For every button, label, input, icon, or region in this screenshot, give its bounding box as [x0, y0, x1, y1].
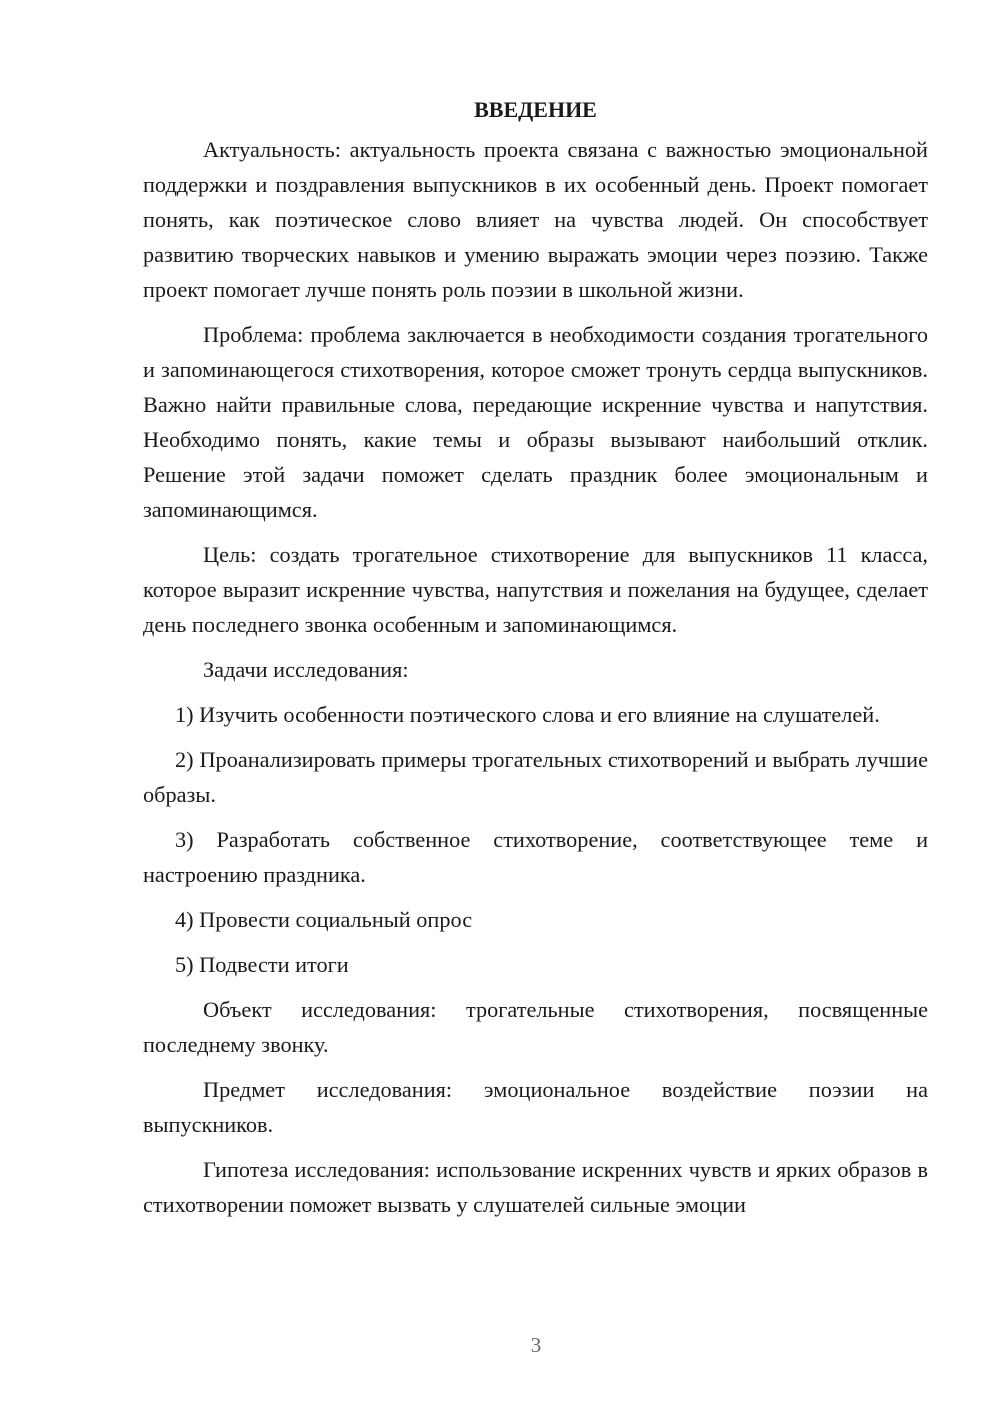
task-item-4: 4) Провести социальный опрос: [175, 907, 473, 932]
section-heading: ВВЕДЕНИЕ: [474, 97, 597, 122]
task-item-3: 3) Разработать собственное стихотворение, соответствующее теме и настроению праздника.: [143, 827, 928, 887]
paragraph-object: Объект исследования: трогательные стихотворения, посвященные последнему звонку.: [143, 997, 928, 1057]
paragraph-subject: Предмет исследования: эмоциональное воздействие поэзии на выпускников.: [143, 1077, 928, 1137]
paragraph-tasks-heading: Задачи исследования:: [203, 657, 409, 682]
paragraph-problem: Проблема: проблема заключается в необходимости создания трогательного и запоминающегося стихотворения, которое сможет тронуть сердца выпускников. Важно найти правильные слова, передающие искренние чувства и напутствия. Необходимо понять, какие темы и образы вызывают наибольший отклик. Решение этой задачи поможет сделать праздник более эмоциональным и запоминающимся.: [143, 322, 928, 522]
task-item-2: 2) Проанализировать примеры трогательных стихотворений и выбрать лучшие образы.: [143, 747, 928, 807]
task-item-5: 5) Подвести итоги: [175, 952, 349, 977]
paragraph-hypothesis: Гипотеза исследования: использование искренних чувств и ярких образов в стихотворении поможет вызвать у слушателей сильные эмоции: [143, 1157, 928, 1217]
paragraph-goal: Цель: создать трогательное стихотворение для выпускников 11 класса, которое выразит искренние чувства, напутствия и пожелания на будущее, сделает день последнего звонка особенным и запоминающимся.: [143, 542, 928, 637]
paragraph-relevance: Актуальность: актуальность проекта связана с важностью эмоциональной поддержки и поздравления выпускников в их особенный день. Проект помогает понять, как поэтическое слово влияет на чувства людей. Он способствует развитию творческих навыков и умению выражать эмоции через поэзию. Также проект помогает лучше понять роль поэзии в школьной жизни.: [143, 137, 928, 302]
task-item-1: 1) Изучить особенности поэтического слова и его влияние на слушателей.: [175, 702, 880, 727]
document-page: [143, 92, 928, 1222]
page-number: 3: [530, 1333, 542, 1357]
